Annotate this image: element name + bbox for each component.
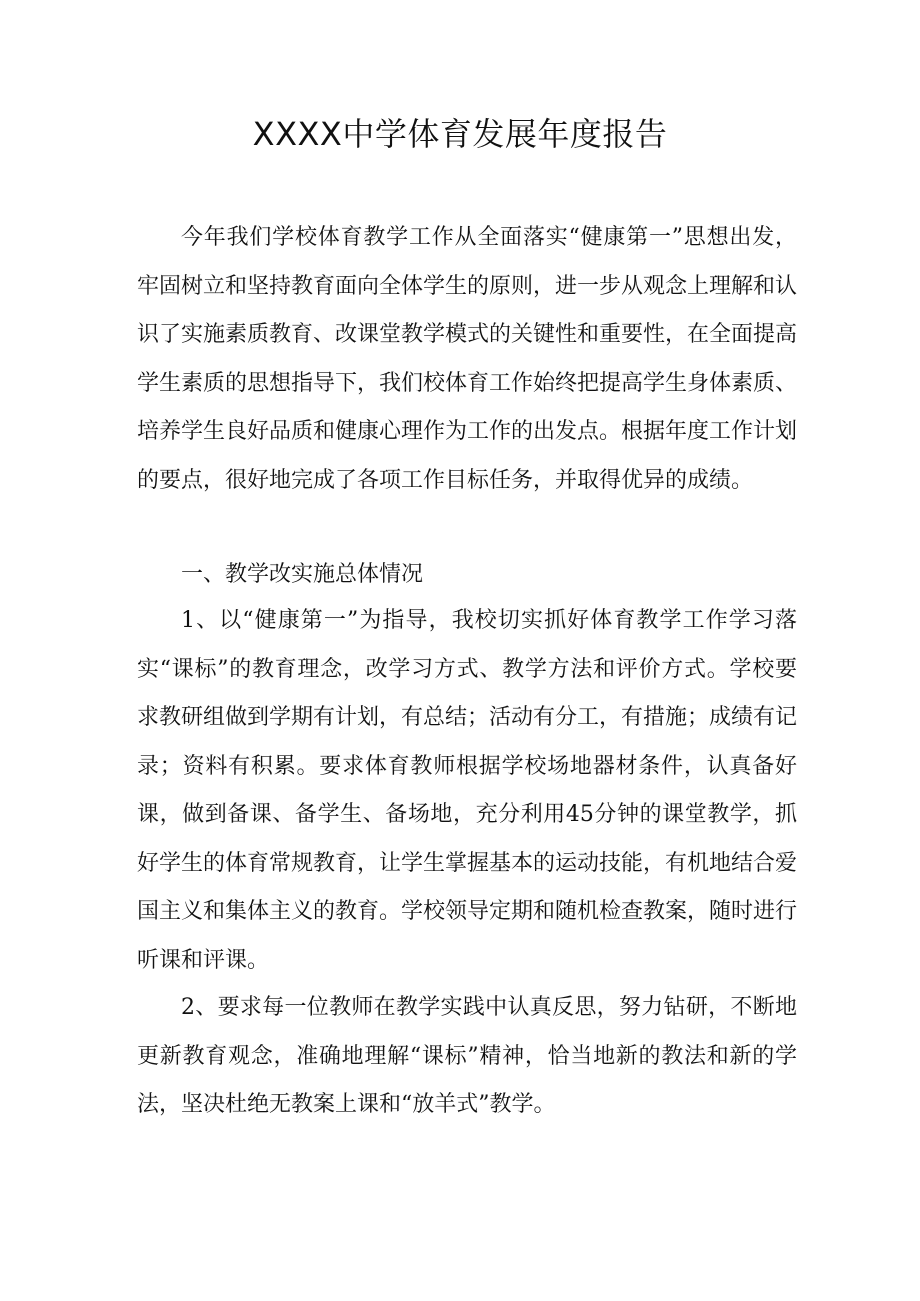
intro-paragraph: 今年我们学校体育教学工作从全面落实“健康第一”思想出发，牢固树立和坚持教育面向全体学生的原则，进一步从观念上理解和认识了实施素质教育、改课堂教学模式的关键性和重要性，在全面提高学生素质的思想指导下，我们校体育工作始终把提高学生身体素质、培养学生良好品质和健康心理作为工作的出发点。根据年度工作计划的要点，很好地完成了各项工作目标任务，并取得优异的成绩。 [137, 225, 798, 493]
document-title: XXXX中学体育发展年度报告 [252, 115, 668, 153]
body-paragraph-1: 1、以“健康第一”为指导，我校切实抓好体育教学工作学习落实“课标”的教育理念，改学习方式、教学方法和评价方式。学校要求教研组做到学期有计划，有总结；活动有分工，有措施；成绩有记录；资料有积累。要求体育教师根据学校场地器材条件，认真备好课，做到备课、备学生、备场地，充分利用45分钟的课堂教学，抓好学生的体育常规教育，让学生掌握基本的运动技能，有机地结合爱国主义和集体主义的教育。学校领导定期和随机检查教案，随时进行听课和评课。 [137, 608, 798, 973]
body-paragraph-2: 2、要求每一位教师在教学实践中认真反思，努力钻研，不断地更新教育观念，准确地理解“课标”精神，恰当地新的教法和新的学法，坚决杜绝无教案上课和“放羊式”教学。 [137, 995, 797, 1117]
section-heading: 一、教学改实施总体情况 [181, 562, 424, 587]
